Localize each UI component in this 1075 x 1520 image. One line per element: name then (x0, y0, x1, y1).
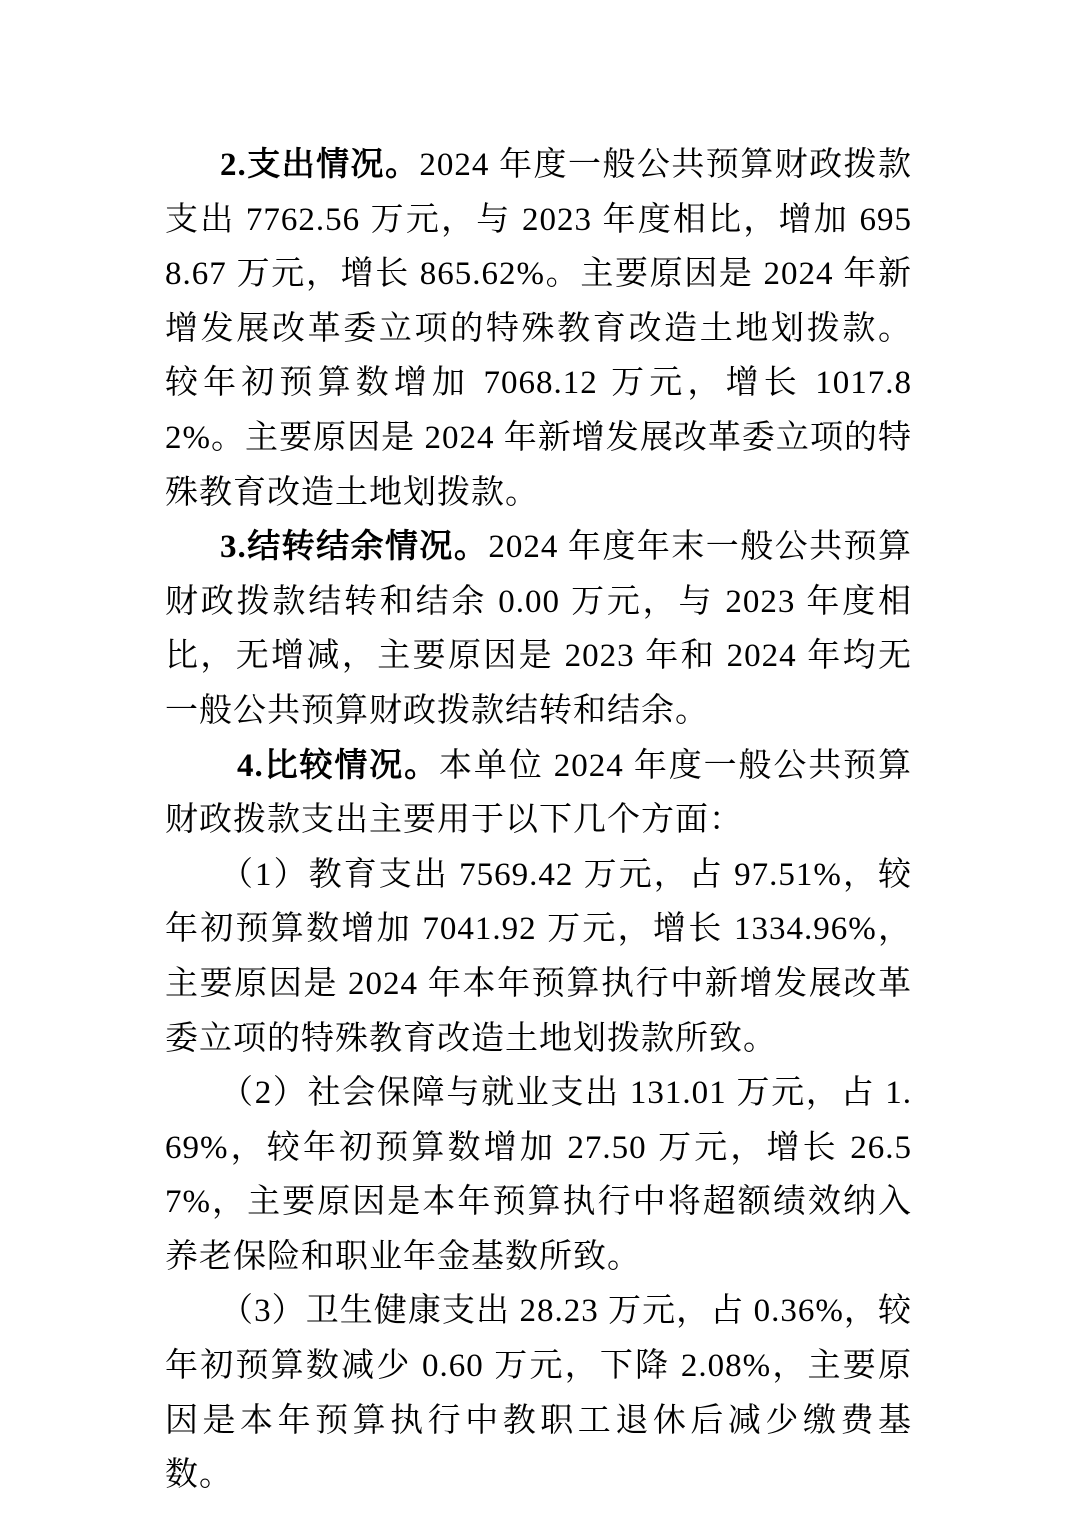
paragraph (165, 739, 912, 848)
paragraph (165, 1066, 912, 1284)
paragraph (165, 138, 912, 520)
paragraph-text: 2024 年度年末一般公共预算财政拨款结转和结余 0.00 万元，与 2023 年度相比，无增减，主要原因是 2023 年和 2024 年均无一般公共预算财政拨款结转和结余。 (165, 529, 913, 729)
paragraph (165, 520, 912, 738)
paragraph-text: （3）卫生健康支出 28.23 万元，占 0.36%，较年初预算数减少 0.60 万元，下降 2.08%，主要原因是本年预算执行中教职工退休后减少缴费基数。 (165, 1293, 912, 1494)
paragraph-text: （2）社会保障与就业支出 131.01 万元，占 1.69%，较年初预算数增加 27.50 万元，增长 26.57%，主要原因是本年预算执行中将超额绩效纳入养老保险和职业年金基数所致。 (165, 1075, 912, 1275)
paragraph-heading: 4.比较情况。 (237, 747, 439, 784)
paragraph (165, 848, 912, 1066)
paragraph-text: 2024 年度一般公共预算财政拨款支出 7762.56 万元，与 2023 年度相比，增加 6958.67 万元，增长 865.62%。主要原因是 2024 年新增发展改革委立项的特殊教育改造土地划拨款。较年初预算数增加 7068.12 万元，增长 1017.82%。主要原因是 2024 年新增发展改革委立项的特殊教育改造土地划拨款。 (165, 147, 913, 511)
paragraph (165, 1284, 912, 1502)
document-body (165, 138, 912, 1503)
paragraph-text: 本单位 2024 年度一般公共预算财政拨款支出主要用于以下几个方面： (165, 747, 912, 839)
paragraph-heading: 2.支出情况。 (220, 147, 420, 183)
paragraph-text: （1）教育支出 7569.42 万元，占 97.51%，较年初预算数增加 7041.92 万元，增长 1334.96%，主要原因是 2024 年本年预算执行中新增发展改革委立项的特殊教育改造土地划拨款所致。 (165, 856, 912, 1057)
paragraph-heading: 3.结转结余情况。 (220, 529, 489, 566)
